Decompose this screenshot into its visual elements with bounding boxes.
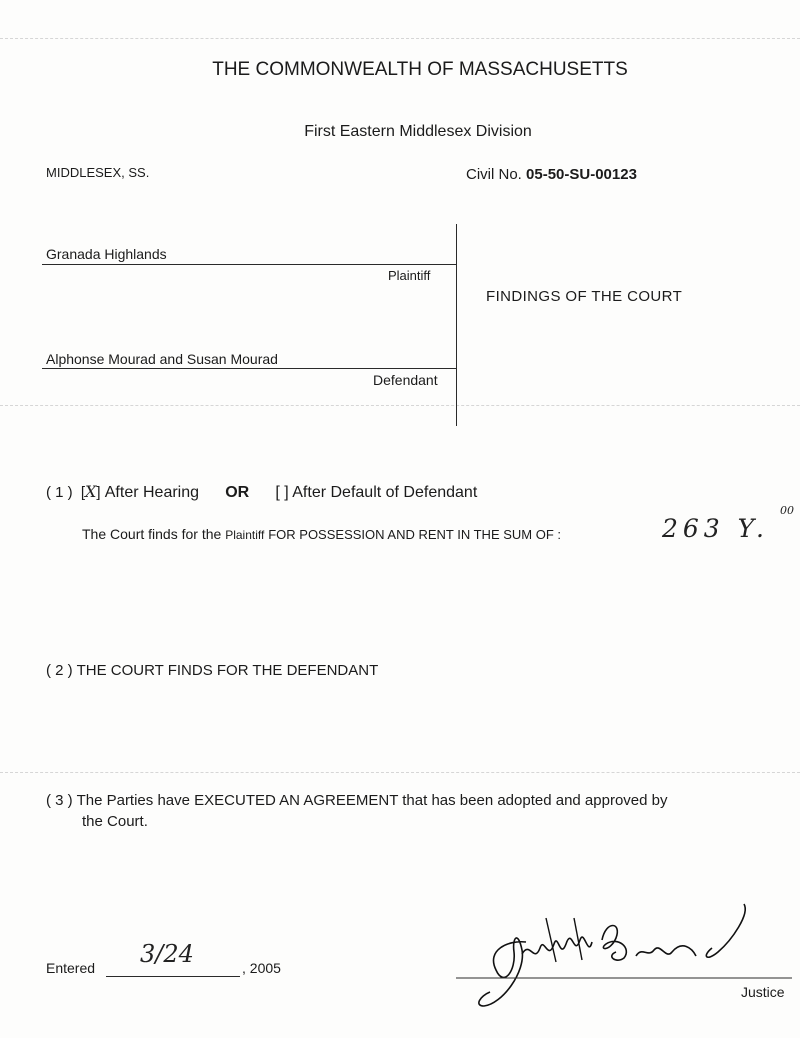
court-title: THE COMMONWEALTH OF MASSACHUSETTS [212, 59, 628, 80]
defendant-label: Defendant [373, 372, 438, 388]
caption-divider [456, 224, 457, 426]
finding-1-text [82, 526, 561, 542]
defendant-underline [42, 368, 456, 369]
finding-1-text-c: FOR POSSESSION AND RENT IN THE SUM OF : [268, 527, 562, 542]
plaintiff-name: Granada Highlands [46, 246, 167, 262]
finding-1-number: ( 1 ) [46, 484, 73, 501]
handwritten-cents: 00 [780, 504, 794, 517]
checkbox-mark: X [85, 482, 97, 501]
fold-line [0, 405, 800, 407]
finding-3-line [46, 792, 667, 809]
document-title: FINDINGS OF THE COURT [486, 288, 683, 305]
finding-1-text-a: The Court finds for the [82, 526, 222, 542]
or-label: OR [225, 484, 250, 501]
finding-1-plaintiff: Plaintiff [225, 528, 265, 542]
civil-number-label: Civil No. [466, 166, 522, 183]
justice-label: Justice [741, 984, 785, 1000]
county-label: MIDDLESEX, SS. [46, 165, 150, 180]
defendant-name: Alphonse Mourad and Susan Mourad [46, 351, 278, 367]
handwritten-amount: 263 Y. [662, 514, 769, 543]
finding-2-number: ( 2 ) [46, 662, 73, 679]
finding-3-text-d: the Court. [82, 813, 148, 830]
finding-3-text-b: EXECUTED AN AGREEMENT [194, 792, 399, 809]
fold-line [0, 38, 800, 40]
default-option: [ ] After Default of Defendant [275, 484, 478, 501]
civil-number-line [466, 166, 637, 183]
finding-3-text-a: The Parties have [76, 792, 190, 809]
finding-2-text: THE COURT FINDS FOR THE DEFENDANT [76, 662, 379, 679]
plaintiff-label: Plaintiff [388, 268, 431, 283]
finding-3-text-c: that has been adopted and approved by [402, 792, 668, 809]
entered-label: Entered [46, 960, 96, 976]
finding-3-number: ( 3 ) [46, 792, 73, 809]
finding-1-line: ( 1 ) [X] After Hearing OR [ ] After Default of Defendant [46, 482, 478, 501]
plaintiff-underline [42, 264, 456, 265]
entered-date-underline [106, 976, 240, 977]
fold-line [0, 772, 800, 774]
entered-year: , 2005 [242, 960, 281, 976]
division-name: First Eastern Middlesex Division [304, 123, 532, 140]
finding-2-line [46, 662, 378, 679]
handwritten-date: 3/24 [140, 940, 194, 968]
civil-number: 05-50-SU-00123 [526, 166, 637, 183]
after-hearing-option: After Hearing [104, 484, 200, 501]
